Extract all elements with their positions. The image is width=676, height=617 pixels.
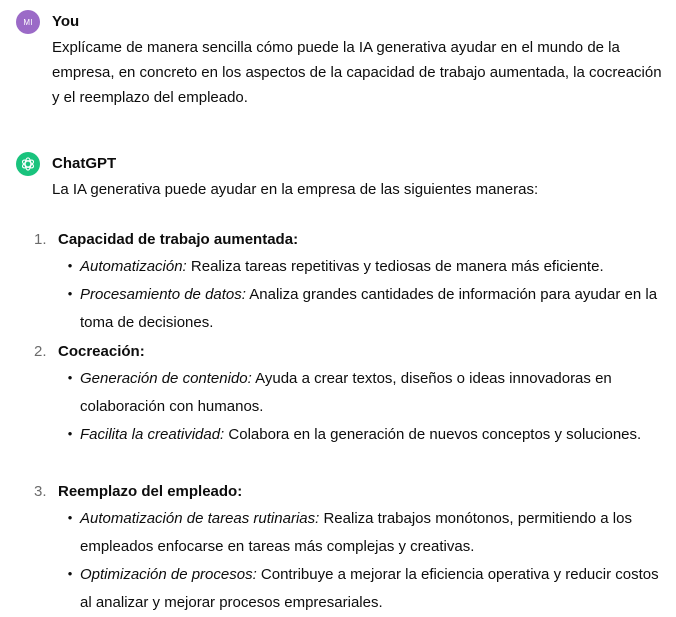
user-avatar[interactable]: [16, 10, 40, 34]
bullet-term: Generación de contenido:: [80, 370, 252, 387]
bullet-text: Colabora en la generación de nuevos conceptos y soluciones.: [224, 426, 642, 443]
bullet-item: [67, 281, 670, 337]
bullet-term: Facilita la creatividad:: [80, 426, 225, 443]
list-number: 3.: [34, 483, 47, 500]
list-number: 2.: [34, 343, 47, 360]
avatar-initials: MI: [23, 17, 33, 27]
bullet-dot-icon: •: [67, 510, 73, 525]
bullet-item: [67, 421, 670, 449]
bullet-term: Automatización de tareas rutinarias:: [80, 510, 320, 527]
bullet-dot-icon: •: [67, 370, 73, 385]
bullet-term: Optimización de procesos:: [80, 566, 257, 583]
bullet-dot-icon: •: [67, 258, 73, 273]
section-title: Capacidad de trabajo aumentada:: [58, 231, 299, 248]
bullet-text: Realiza trabajos monótonos, permitiendo a los empleados enfocarse en tareas más complejas y creativas.: [80, 510, 632, 555]
openai-logo-icon: [16, 152, 40, 176]
assistant-author-name: ChatGPT: [52, 155, 117, 172]
bullet-text: Realiza tareas repetitivas y tediosas de manera más eficiente.: [186, 258, 604, 275]
user-message-text: Explícame de manera sencilla cómo puede la IA generativa ayudar en el mundo de la empresa, en concreto en los aspectos de la capacidad de trabajo aumentada, la cocreación y el reemplazo del empleado.: [52, 39, 662, 106]
bullet-text: Analiza grandes cantidades de información para ayudar en la toma de decisiones.: [80, 286, 658, 331]
bullet-dot-icon: •: [67, 286, 73, 301]
assistant-intro-text: La IA generativa puede ayudar en la empresa de las siguientes maneras:: [52, 181, 539, 198]
bullet-dot-icon: •: [67, 566, 73, 581]
bullet-item: [67, 365, 670, 421]
bullet-term: Procesamiento de datos:: [80, 286, 246, 303]
section-title: Reemplazo del empleado:: [58, 483, 243, 500]
bullet-term: Automatización:: [80, 258, 187, 275]
section-title: Cocreación:: [58, 343, 145, 360]
bullet-text: Ayuda a crear textos, diseños o ideas innovadoras en colaboración con humanos.: [80, 370, 612, 415]
bullet-dot-icon: •: [67, 426, 73, 441]
list-number: 1.: [34, 231, 47, 248]
bullet-item: [67, 505, 670, 561]
bullet-text: Contribuye a mejorar la eficiencia operativa y reducir costos al analizar y mejorar procesos empresariales.: [80, 566, 659, 611]
user-author-name: You: [52, 13, 80, 30]
bullet-item: [67, 561, 670, 617]
bullet-item: [67, 253, 670, 281]
